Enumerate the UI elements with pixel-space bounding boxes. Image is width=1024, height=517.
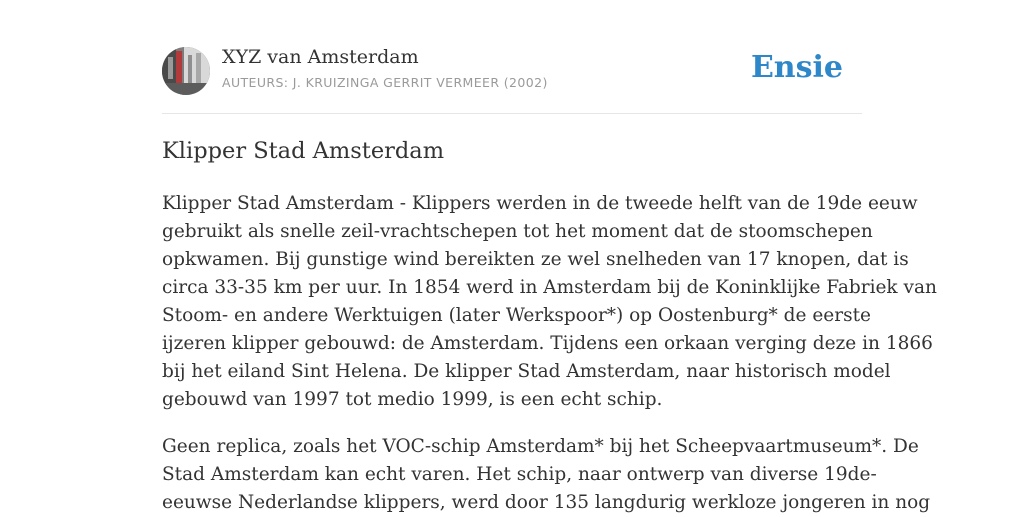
article-paragraph xyxy=(162,433,931,517)
paragraph-line: Stoom- en andere Werktuigen (later Werkspoor*) op Oostenburg* de eerste xyxy=(162,305,871,326)
page-title: Klipper Stad Amsterdam xyxy=(162,138,445,164)
photo-thumbnail-icon xyxy=(162,47,210,95)
header xyxy=(162,0,862,114)
paragraph-line: Klipper Stad Amsterdam - Klippers werden in de tweede helft van de 19de eeuw xyxy=(162,193,918,214)
author-meta: AUTEURS: J. KRUIZINGA GERRIT VERMEER (2002) xyxy=(222,75,548,90)
paragraph-line: circa 33-35 km per uur. In 1854 werd in Amsterdam bij de Koninklijke Fabriek van xyxy=(162,277,937,298)
author-name[interactable]: XYZ van Amsterdam xyxy=(222,46,419,68)
paragraph-line: bij het eiland Sint Helena. De klipper Stad Amsterdam, naar historisch model xyxy=(162,361,891,382)
brand-logo[interactable]: Ensie xyxy=(750,50,843,85)
article-paragraph xyxy=(162,190,937,414)
paragraph-line: Geen replica, zoals het VOC-schip Amsterdam* bij het Scheepvaartmuseum*. De xyxy=(162,436,919,457)
page-container xyxy=(162,0,937,513)
author-avatar[interactable] xyxy=(162,47,210,95)
paragraph-line: Stad Amsterdam kan echt varen. Het schip, naar ontwerp van diverse 19de- xyxy=(162,464,877,485)
paragraph-line: gebruikt als snelle zeil-vrachtschepen tot het moment dat de stoomschepen xyxy=(162,221,873,242)
paragraph-line: opkwamen. Bij gunstige wind bereikten ze wel snelheden van 17 knopen, dat is xyxy=(162,249,909,270)
paragraph-line: gebouwd van 1997 tot medio 1999, is een echt schip. xyxy=(162,389,663,410)
paragraph-line: ijzeren klipper gebouwd: de Amsterdam. Tijdens een orkaan verging deze in 1866 xyxy=(162,333,933,354)
paragraph-line: eeuwse Nederlandse klippers, werd door 135 langdurig werkloze jongeren in nog xyxy=(162,492,931,513)
